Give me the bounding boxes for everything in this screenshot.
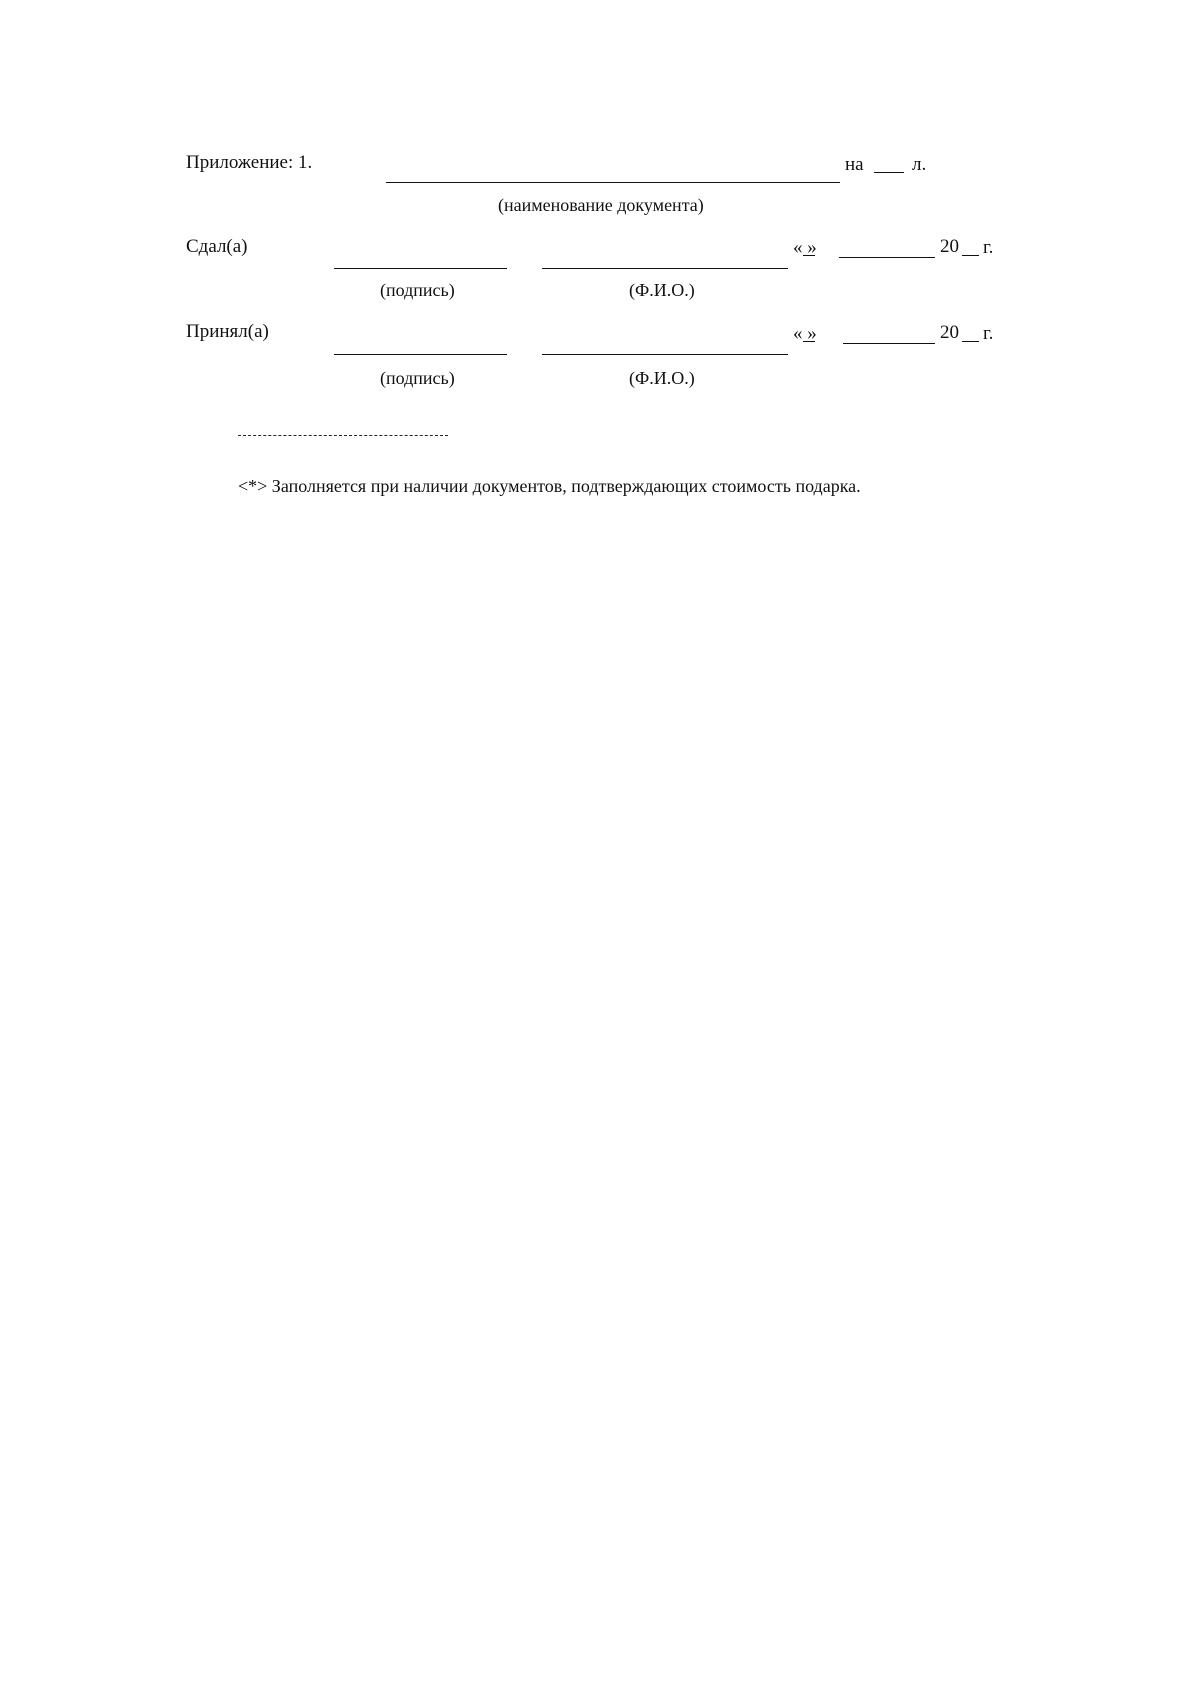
- handed-day-line: [803, 255, 815, 256]
- received-date-quote: « »: [793, 323, 817, 344]
- received-name-caption: (Ф.И.О.): [629, 368, 695, 388]
- handed-label: Сдал(а): [186, 236, 248, 257]
- attachment-pages-prefix: на: [845, 154, 864, 175]
- received-signature-line: [334, 354, 507, 355]
- received-year-line: [962, 341, 979, 342]
- received-label: Принял(а): [186, 321, 269, 342]
- handed-month-line: [839, 257, 935, 258]
- received-month-line: [843, 343, 935, 344]
- received-name-line: [542, 354, 788, 355]
- handed-date-quote: « »: [793, 237, 817, 258]
- handed-year-suffix: г.: [983, 237, 994, 258]
- handed-signature-caption: (подпись): [380, 280, 455, 300]
- received-year-suffix: г.: [983, 323, 994, 344]
- handed-name-line: [542, 268, 788, 269]
- attachment-document-name-line: [386, 182, 840, 183]
- received-year-prefix: 20: [940, 322, 959, 343]
- handed-year-line: [962, 255, 979, 256]
- attachment-label: Приложение: 1.: [186, 152, 313, 173]
- received-signature-caption: (подпись): [380, 368, 455, 388]
- handed-signature-line: [334, 268, 507, 269]
- attachment-pages-suffix: л.: [912, 154, 927, 175]
- footnote-separator: [238, 435, 448, 436]
- attachment-document-caption: (наименование документа): [498, 195, 704, 215]
- handed-year-prefix: 20: [940, 236, 959, 257]
- received-day-line: [803, 341, 815, 342]
- attachment-pages-count-line: [874, 172, 904, 173]
- handed-name-caption: (Ф.И.О.): [629, 280, 695, 300]
- footnote-text: <*> Заполняется при наличии документов, подтверждающих стоимость подарка.: [238, 476, 861, 496]
